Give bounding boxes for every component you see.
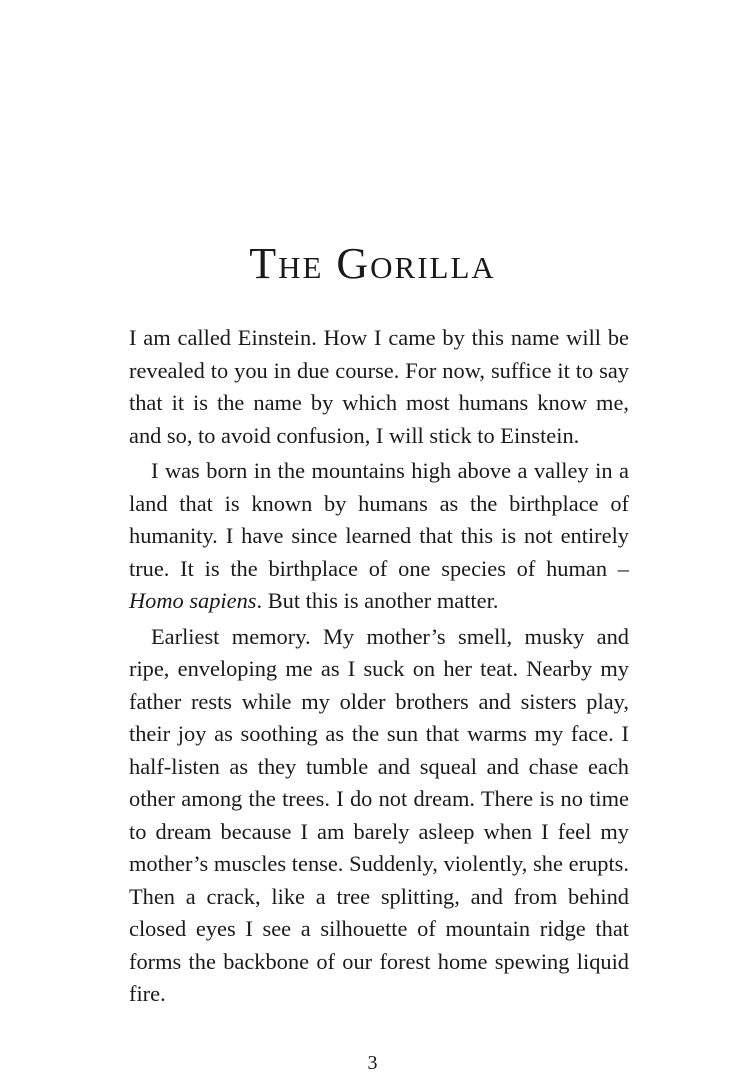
page-number: 3 (367, 1052, 378, 1074)
paragraph-2-text-before: I was born in the mountains high above a valley in a land that is known by humans as the birthplace of humanity. I have since learned that this is not entirely true. It is the birthplace of one species of human – (129, 458, 629, 581)
chapter-title: The Gorilla (249, 239, 496, 288)
paragraph-2-text-after: . But this is another matter. (256, 588, 499, 613)
paragraph-2 (129, 455, 629, 618)
species-name-italic: Homo sapiens (129, 588, 257, 613)
paragraph-1: I am called Einstein. How I came by this name will be revealed to you in due course. For now, suffice it to say that it is the name by which most humans know me, and so, to avoid confusion, I will stick to Einstein. (129, 325, 629, 448)
paragraph-3: Earliest memory. My mother’s smell, musky and ripe, enveloping me as I suck on her teat. Nearby my father rests while my older brothers and sisters play, their joy as soothing as the sun that warms my face. I half-listen as they tumble and squeal and chase each other among the trees. I do not dream. There is no time to dream because I am barely asleep when I feel my mother’s muscles tense. Suddenly, violently, she erupts. Then a crack, like a tree splitting, and from behind closed eyes I see a silhouette of mountain ridge that forms the backbone of our forest home spewing liquid fire. (129, 623, 629, 1006)
chapter-body (129, 322, 629, 1014)
